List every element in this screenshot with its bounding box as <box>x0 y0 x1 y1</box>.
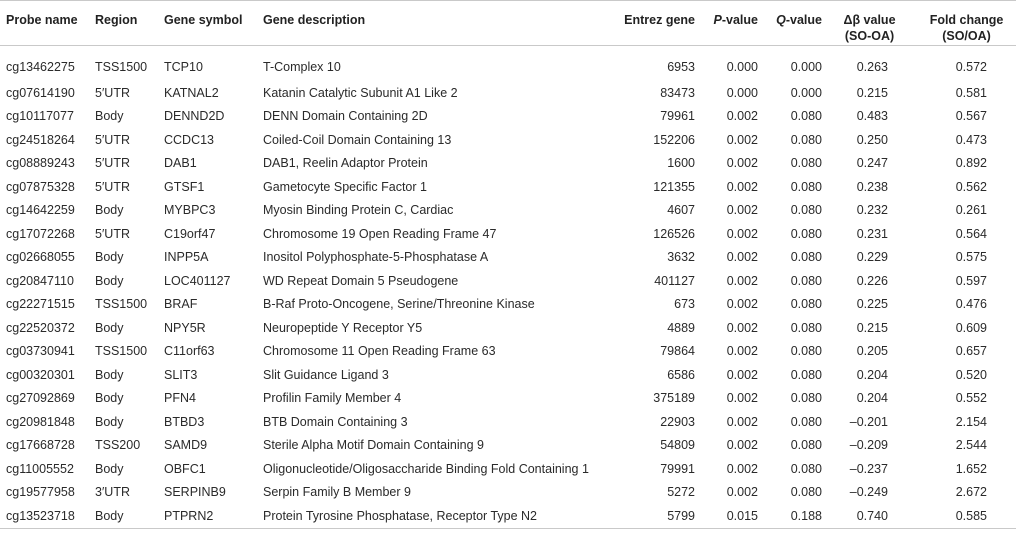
table-row <box>0 222 1016 246</box>
cell-gene-description: Myosin Binding Protein C, Cardiac <box>263 203 454 218</box>
table-row <box>0 105 1016 129</box>
cell-gene-symbol: BTBD3 <box>164 414 205 429</box>
cell-gene-description: Oligonucleotide/Oligosaccharide Binding Fold Containing 1 <box>263 461 589 476</box>
cell-gene-symbol: C11orf63 <box>164 344 215 359</box>
cell-probe-name: cg14642259 <box>6 203 75 218</box>
cell-probe-name: cg08889243 <box>6 156 75 171</box>
cell-delta-beta: –0.209 <box>849 438 888 453</box>
cell-gene-description: Profilin Family Member 4 <box>263 391 402 406</box>
cell-entrez-gene: 54809 <box>660 438 695 453</box>
cell-fold-change: 0.261 <box>955 203 987 218</box>
cell-region: Body <box>95 461 124 476</box>
cell-region: Body <box>95 203 124 218</box>
cell-gene-symbol: C19orf47 <box>164 226 216 241</box>
cell-entrez-gene: 5272 <box>667 485 695 500</box>
cell-gene-description: Chromosome 19 Open Reading Frame 47 <box>263 226 497 241</box>
header-region: Region <box>95 13 138 27</box>
cell-entrez-gene: 83473 <box>660 85 695 100</box>
cell-gene-symbol: MYBPC3 <box>164 203 216 218</box>
cell-q-value: 0.080 <box>790 414 822 429</box>
cell-p-value: 0.002 <box>726 485 758 500</box>
cell-fold-change: 0.564 <box>955 226 987 241</box>
cell-q-value: 0.080 <box>790 297 822 312</box>
cell-gene-symbol: SERPINB9 <box>164 485 226 500</box>
table-row <box>0 152 1016 176</box>
cell-gene-description: B-Raf Proto-Oncogene, Serine/Threonine Kinase <box>263 297 535 312</box>
cell-entrez-gene: 126526 <box>653 226 695 241</box>
cell-delta-beta: 0.263 <box>856 59 888 74</box>
cell-delta-beta: 0.215 <box>856 320 888 335</box>
cell-entrez-gene: 79961 <box>660 109 695 124</box>
table-row <box>0 199 1016 223</box>
cell-probe-name: cg00320301 <box>6 367 75 382</box>
cell-region: Body <box>95 367 124 382</box>
cell-delta-beta: 0.483 <box>856 109 888 124</box>
table-row <box>0 293 1016 317</box>
cell-p-value: 0.002 <box>726 109 758 124</box>
cell-fold-change: 0.562 <box>955 179 987 194</box>
cell-entrez-gene: 401127 <box>654 273 695 288</box>
cell-delta-beta: –0.201 <box>849 414 888 429</box>
header-p-value <box>695 1 758 46</box>
header-q-italic: Q <box>776 13 786 27</box>
cell-gene-symbol: KATNAL2 <box>164 85 219 100</box>
cell-delta-beta: 0.232 <box>856 203 888 218</box>
cell-probe-name: cg27092869 <box>6 391 75 406</box>
cell-q-value: 0.188 <box>790 508 822 523</box>
cell-entrez-gene: 121355 <box>653 179 695 194</box>
table-row <box>0 434 1016 458</box>
cell-gene-symbol: DENND2D <box>164 109 225 124</box>
cell-entrez-gene: 6953 <box>667 59 695 74</box>
header-fold-change <box>917 1 1016 46</box>
cell-region: Body <box>95 320 124 335</box>
table-row <box>0 46 1016 82</box>
header-p-italic: P <box>713 13 722 27</box>
cell-entrez-gene: 1600 <box>667 156 695 171</box>
cell-fold-change: 0.520 <box>955 367 987 382</box>
cell-q-value: 0.080 <box>790 109 822 124</box>
cell-q-value: 0.080 <box>790 226 822 241</box>
cell-gene-description: BTB Domain Containing 3 <box>263 414 408 429</box>
table-row <box>0 81 1016 105</box>
cell-entrez-gene: 79991 <box>660 461 695 476</box>
cell-p-value: 0.002 <box>726 226 758 241</box>
cell-probe-name: cg11005552 <box>6 461 74 476</box>
cell-q-value: 0.080 <box>790 179 822 194</box>
cell-gene-description: Inositol Polyphosphate-5-Phosphatase A <box>263 250 489 265</box>
cell-delta-beta: 0.215 <box>856 85 888 100</box>
cell-gene-description: Gametocyte Specific Factor 1 <box>263 179 427 194</box>
cell-entrez-gene: 3632 <box>667 250 695 265</box>
table-row <box>0 387 1016 411</box>
table-row <box>0 363 1016 387</box>
header-delta-beta <box>822 1 917 46</box>
cell-fold-change: 0.473 <box>955 132 987 147</box>
cell-p-value: 0.002 <box>726 320 758 335</box>
cell-gene-description: Protein Tyrosine Phosphatase, Receptor Type N2 <box>263 508 538 523</box>
cell-region: Body <box>95 508 124 523</box>
cell-q-value: 0.080 <box>790 438 822 453</box>
cell-entrez-gene: 4889 <box>667 320 695 335</box>
cell-probe-name: cg22520372 <box>6 320 75 335</box>
cell-entrez-gene: 79864 <box>660 344 695 359</box>
cell-region: 5′UTR <box>95 179 130 194</box>
cell-gene-symbol: INPP5A <box>164 250 209 265</box>
cell-fold-change: 2.544 <box>955 438 987 453</box>
cell-probe-name: cg07614190 <box>6 85 75 100</box>
cell-gene-symbol: PFN4 <box>164 391 196 406</box>
cell-q-value: 0.080 <box>790 132 822 147</box>
cell-fold-change: 0.476 <box>955 297 987 312</box>
cell-probe-name: cg24518264 <box>6 132 75 147</box>
cell-entrez-gene: 6586 <box>667 367 695 382</box>
cell-fold-change: 0.585 <box>955 508 987 523</box>
cell-q-value: 0.080 <box>790 485 822 500</box>
cell-delta-beta: 0.247 <box>856 156 888 171</box>
cell-q-value: 0.080 <box>790 156 822 171</box>
cell-fold-change: 2.154 <box>955 414 987 429</box>
cell-probe-name: cg13462275 <box>6 59 75 74</box>
cell-fold-change: 0.552 <box>955 391 987 406</box>
header-q-rest: -value <box>785 13 822 27</box>
cell-gene-symbol: LOC401127 <box>164 273 231 288</box>
cell-gene-symbol: NPY5R <box>164 320 206 335</box>
cell-p-value: 0.002 <box>726 438 758 453</box>
cell-delta-beta: 0.740 <box>856 508 888 523</box>
header-fold-line1: Fold change <box>929 13 1004 27</box>
cell-gene-description: WD Repeat Domain 5 Pseudogene <box>263 273 459 288</box>
cell-entrez-gene: 5799 <box>667 508 695 523</box>
cell-q-value: 0.080 <box>790 367 822 382</box>
cell-region: TSS200 <box>95 438 141 453</box>
cell-entrez-gene: 4607 <box>667 203 695 218</box>
header-delta-line2: (SO-OA) <box>844 29 895 43</box>
cell-entrez-gene: 152206 <box>653 132 695 147</box>
cell-region: Body <box>95 250 124 265</box>
cell-p-value: 0.015 <box>726 508 758 523</box>
cell-gene-symbol: BRAF <box>164 297 198 312</box>
cell-q-value: 0.080 <box>790 203 822 218</box>
cell-delta-beta: 0.250 <box>856 132 888 147</box>
cell-gene-symbol: PTPRN2 <box>164 508 214 523</box>
cell-region: TSS1500 <box>95 344 148 359</box>
cell-probe-name: cg02668055 <box>6 250 75 265</box>
cell-probe-name: cg17668728 <box>6 438 75 453</box>
table-row <box>0 175 1016 199</box>
cell-probe-name: cg20847110 <box>6 273 74 288</box>
cell-gene-symbol: TCP10 <box>164 59 203 74</box>
cell-delta-beta: 0.205 <box>856 344 888 359</box>
cell-gene-description: DENN Domain Containing 2D <box>263 109 428 124</box>
cell-probe-name: cg10117077 <box>6 109 74 124</box>
table-row <box>0 504 1016 528</box>
header-gene-description: Gene description <box>263 13 366 27</box>
cell-gene-description: Slit Guidance Ligand 3 <box>263 367 389 382</box>
cell-probe-name: cg03730941 <box>6 344 75 359</box>
table-row <box>0 269 1016 293</box>
cell-region: Body <box>95 109 124 124</box>
table-row <box>0 481 1016 505</box>
table-row <box>0 340 1016 364</box>
cell-delta-beta: 0.204 <box>856 367 888 382</box>
cell-fold-change: 0.581 <box>955 85 987 100</box>
cell-p-value: 0.002 <box>726 203 758 218</box>
cell-fold-change: 0.657 <box>955 344 987 359</box>
cell-gene-symbol: CCDC13 <box>164 132 215 147</box>
cell-fold-change: 0.567 <box>955 109 987 124</box>
cell-delta-beta: 0.225 <box>856 297 888 312</box>
cell-gene-description: T-Complex 10 <box>263 59 341 74</box>
cell-gene-description: Sterile Alpha Motif Domain Containing 9 <box>263 438 484 453</box>
cell-probe-name: cg22271515 <box>6 297 75 312</box>
cell-p-value: 0.002 <box>726 273 758 288</box>
cell-region: TSS1500 <box>95 297 148 312</box>
cell-fold-change: 0.572 <box>955 59 987 74</box>
cell-gene-symbol: GTSF1 <box>164 179 205 194</box>
header-row <box>0 1 1016 46</box>
cell-delta-beta: –0.237 <box>849 461 888 476</box>
cell-q-value: 0.080 <box>790 461 822 476</box>
cell-p-value: 0.002 <box>726 132 758 147</box>
cell-p-value: 0.002 <box>726 250 758 265</box>
cell-gene-description: Chromosome 11 Open Reading Frame 63 <box>263 344 496 359</box>
cell-p-value: 0.002 <box>726 179 758 194</box>
cell-region: 5′UTR <box>95 132 130 147</box>
cell-p-value: 0.000 <box>726 85 758 100</box>
cell-delta-beta: 0.238 <box>856 179 888 194</box>
cell-gene-symbol: OBFC1 <box>164 461 206 476</box>
cell-fold-change: 0.597 <box>955 273 987 288</box>
table-row <box>0 316 1016 340</box>
header-fold-line2: (SO/OA) <box>942 29 991 43</box>
cell-p-value: 0.002 <box>726 156 758 171</box>
cell-q-value: 0.080 <box>790 250 822 265</box>
cell-probe-name: cg07875328 <box>6 179 75 194</box>
header-p-rest: -value <box>721 13 758 27</box>
cell-delta-beta: –0.249 <box>849 485 888 500</box>
cell-q-value: 0.000 <box>790 59 822 74</box>
cell-region: 5′UTR <box>95 156 130 171</box>
cell-probe-name: cg13523718 <box>6 508 75 523</box>
cell-delta-beta: 0.231 <box>856 226 888 241</box>
header-entrez-gene: Entrez gene <box>624 13 695 27</box>
cell-fold-change: 0.892 <box>955 156 987 171</box>
cell-region: Body <box>95 414 124 429</box>
cell-entrez-gene: 22903 <box>660 414 695 429</box>
cell-fold-change: 1.652 <box>955 461 987 476</box>
cell-delta-beta: 0.204 <box>856 391 888 406</box>
table-row <box>0 457 1016 481</box>
cell-fold-change: 2.672 <box>955 485 987 500</box>
cell-p-value: 0.000 <box>726 59 758 74</box>
cell-q-value: 0.000 <box>790 85 822 100</box>
cell-region: Body <box>95 273 124 288</box>
cell-q-value: 0.080 <box>790 344 822 359</box>
cell-p-value: 0.002 <box>726 414 758 429</box>
cell-gene-description: Neuropeptide Y Receptor Y5 <box>263 320 423 335</box>
cell-region: 5′UTR <box>95 85 130 100</box>
cell-p-value: 0.002 <box>726 391 758 406</box>
table-body <box>0 46 1016 529</box>
cell-p-value: 0.002 <box>726 461 758 476</box>
cell-region: 5′UTR <box>95 226 130 241</box>
cell-gene-description: Serpin Family B Member 9 <box>263 485 411 500</box>
cell-entrez-gene: 673 <box>674 297 695 312</box>
cell-gene-symbol: DAB1 <box>164 156 197 171</box>
header-gene-symbol: Gene symbol <box>164 13 243 27</box>
cell-p-value: 0.002 <box>726 344 758 359</box>
header-probe-name: Probe name <box>6 13 78 27</box>
cell-gene-description: Katanin Catalytic Subunit A1 Like 2 <box>263 85 458 100</box>
table-row <box>0 128 1016 152</box>
header-q-value <box>758 1 822 46</box>
cell-region: TSS1500 <box>95 59 148 74</box>
cell-gene-description: Coiled-Coil Domain Containing 13 <box>263 132 452 147</box>
header-delta-line1: Δβ value <box>843 13 896 27</box>
table-row <box>0 246 1016 270</box>
cell-probe-name: cg19577958 <box>6 485 75 500</box>
cell-region: 3′UTR <box>95 485 130 500</box>
cell-probe-name: cg17072268 <box>6 226 75 241</box>
cell-delta-beta: 0.229 <box>856 250 888 265</box>
cell-q-value: 0.080 <box>790 273 822 288</box>
cell-gene-symbol: SLIT3 <box>164 367 198 382</box>
cell-fold-change: 0.575 <box>955 250 987 265</box>
cell-p-value: 0.002 <box>726 297 758 312</box>
cell-fold-change: 0.609 <box>955 320 987 335</box>
cell-gene-description: DAB1, Reelin Adaptor Protein <box>263 156 428 171</box>
cell-region: Body <box>95 391 124 406</box>
cell-entrez-gene: 375189 <box>653 391 695 406</box>
cell-delta-beta: 0.226 <box>856 273 888 288</box>
cell-q-value: 0.080 <box>790 391 822 406</box>
cell-probe-name: cg20981848 <box>6 414 75 429</box>
cell-p-value: 0.002 <box>726 367 758 382</box>
table-row <box>0 410 1016 434</box>
cell-q-value: 0.080 <box>790 320 822 335</box>
cell-gene-symbol: SAMD9 <box>164 438 208 453</box>
